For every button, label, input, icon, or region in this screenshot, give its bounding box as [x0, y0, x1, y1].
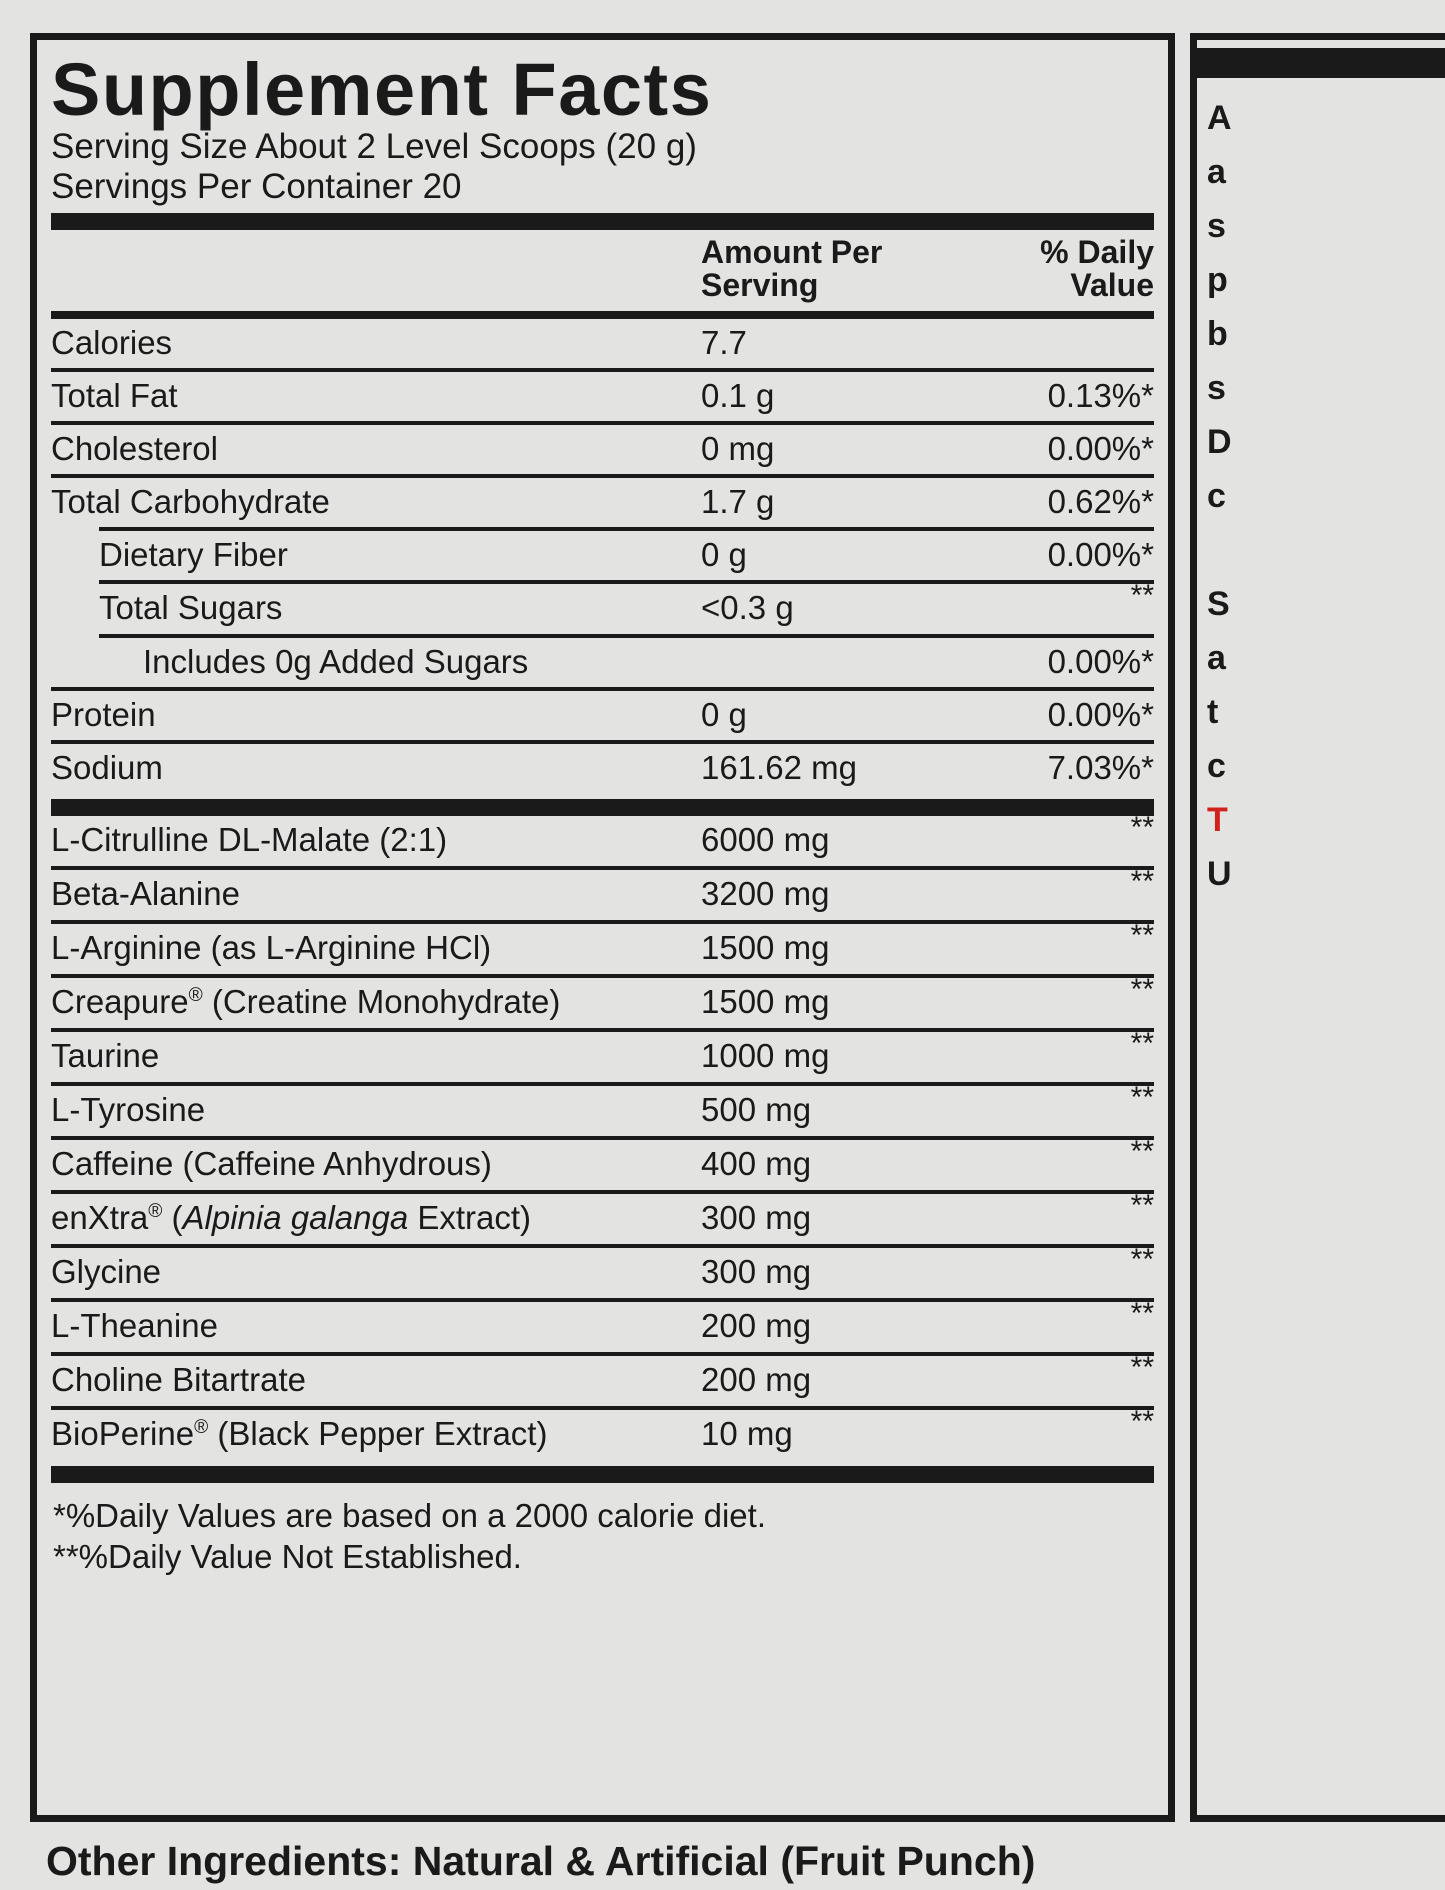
- column-header-daily-value: % Daily Value: [1040, 233, 1154, 304]
- adjacent-panel-line: s: [1207, 207, 1226, 245]
- table-row: [51, 1026, 1154, 1082]
- table-row: [51, 744, 1154, 793]
- row-label: enXtra® (Alpinia galanga Extract): [51, 1198, 532, 1236]
- row-amount: 3200 mg: [701, 874, 830, 912]
- table-row: [51, 1296, 1154, 1352]
- row-daily-value: **: [1130, 1404, 1154, 1438]
- table-row: [51, 638, 1154, 687]
- row-daily-value: **: [1130, 972, 1154, 1006]
- row-daily-value: **: [1130, 1242, 1154, 1276]
- row-daily-value: 0.13%*: [1047, 376, 1154, 414]
- footnote-daily-values: *%Daily Values are based on a 2000 calorie diet.: [53, 1496, 766, 1534]
- row-label: Calories: [51, 323, 173, 361]
- table-row: [51, 531, 1154, 580]
- row-amount: 1500 mg: [701, 928, 830, 966]
- row-label: Sodium: [51, 748, 163, 786]
- table-row: [51, 1134, 1154, 1190]
- adjacent-panel-line: S: [1207, 585, 1230, 623]
- row-daily-value: 0.00%*: [1047, 429, 1154, 467]
- row-label: Creapure® (Creatine Monohydrate): [51, 982, 561, 1020]
- row-amount: 0 g: [701, 535, 747, 573]
- adjacent-panel-header-bar: [1197, 48, 1445, 78]
- row-amount: 200 mg: [701, 1360, 812, 1398]
- row-daily-value: **: [1130, 1296, 1154, 1330]
- column-header-amount-per-serving: Amount Per Serving: [701, 233, 883, 304]
- row-label: Beta-Alanine: [51, 874, 240, 912]
- row-daily-value: **: [1130, 810, 1154, 844]
- row-amount: 6000 mg: [701, 820, 830, 858]
- row-amount: <0.3 g: [701, 588, 794, 626]
- other-ingredients-text: Other Ingredients: Natural & Artificial (Fruit Punch): [46, 1838, 1036, 1884]
- row-daily-value: 0.62%*: [1047, 482, 1154, 520]
- table-row: [51, 478, 1154, 527]
- row-amount: 200 mg: [701, 1306, 812, 1344]
- table-row: [51, 864, 1154, 920]
- row-label: Protein: [51, 695, 156, 733]
- table-row: [51, 425, 1154, 474]
- adjacent-panel-line: [1207, 902, 1445, 956]
- row-label: Caffeine (Caffeine Anhydrous): [51, 1144, 492, 1182]
- row-amount: 300 mg: [701, 1252, 812, 1290]
- row-label: Total Fat: [51, 376, 178, 414]
- table-column-headers: [51, 230, 1154, 311]
- footnotes-group: [51, 1483, 1154, 1578]
- registered-trademark-icon: ®: [194, 1416, 209, 1438]
- row-label: Glycine: [51, 1252, 162, 1290]
- row-label: Total Carbohydrate: [51, 482, 330, 520]
- row-daily-value: 7.03%*: [1047, 748, 1154, 786]
- page-title: Supplement Facts: [51, 48, 713, 131]
- table-row: [51, 691, 1154, 740]
- row-label: Includes 0g Added Sugars: [143, 642, 529, 680]
- adjacent-panel-line: t: [1207, 693, 1219, 731]
- row-label: L-Theanine: [51, 1306, 218, 1344]
- supplement-facts-panel: [30, 33, 1175, 1822]
- adjacent-panel-line: [1207, 524, 1445, 578]
- row-daily-value: **: [1130, 1134, 1154, 1168]
- row-amount: 0.1 g: [701, 376, 775, 414]
- row-label: L-Citrulline DL-Malate (2:1): [51, 820, 448, 858]
- row-amount: 1.7 g: [701, 482, 775, 520]
- row-amount: 7.7: [701, 323, 747, 361]
- row-daily-value: 0.00%*: [1047, 535, 1154, 573]
- row-daily-value: **: [1130, 578, 1154, 612]
- nutrition-rows-group: [51, 319, 1154, 793]
- row-amount: 161.62 mg: [701, 748, 857, 786]
- row-amount: 0 g: [701, 695, 747, 733]
- row-daily-value: **: [1130, 1350, 1154, 1384]
- row-amount: 400 mg: [701, 1144, 812, 1182]
- table-row: [51, 1404, 1154, 1460]
- row-daily-value: **: [1130, 1080, 1154, 1114]
- adjacent-panel-line: a: [1207, 153, 1226, 191]
- adjacent-panel-line: A: [1207, 99, 1232, 137]
- adjacent-panel-line: p: [1207, 261, 1228, 299]
- row-label: Choline Bitartrate: [51, 1360, 306, 1398]
- row-amount: 300 mg: [701, 1198, 812, 1236]
- footnote-not-established: **%Daily Value Not Established.: [53, 1538, 522, 1575]
- adjacent-panel-line: D: [1207, 423, 1232, 461]
- adjacent-panel-line: b: [1207, 315, 1228, 353]
- table-row: [51, 972, 1154, 1028]
- row-daily-value: **: [1130, 918, 1154, 952]
- row-label: L-Tyrosine: [51, 1090, 206, 1128]
- servings-per-container-text: Servings Per Container 20: [51, 167, 462, 207]
- row-label: Taurine: [51, 1036, 160, 1074]
- row-daily-value: **: [1130, 864, 1154, 898]
- adjacent-panel-line: c: [1207, 747, 1226, 785]
- row-amount: 0 mg: [701, 429, 775, 467]
- adjacent-panel-text-group: [1207, 92, 1445, 956]
- adjacent-panel-sliver: [1190, 33, 1445, 1822]
- adjacent-panel-line: T: [1207, 801, 1228, 839]
- table-row: [51, 372, 1154, 421]
- table-row: [51, 1350, 1154, 1406]
- row-label: L-Arginine (as L-Arginine HCl): [51, 928, 492, 966]
- registered-trademark-icon: ®: [188, 984, 203, 1006]
- row-label: Cholesterol: [51, 429, 218, 467]
- table-row: [51, 918, 1154, 974]
- adjacent-panel-line: a: [1207, 639, 1226, 677]
- ingredient-rows-group: [51, 810, 1154, 1460]
- row-label: Dietary Fiber: [99, 535, 288, 573]
- registered-trademark-icon: ®: [148, 1200, 163, 1222]
- table-row: [51, 1080, 1154, 1136]
- row-daily-value: **: [1130, 1026, 1154, 1060]
- divider-thick-bottom: [51, 1466, 1154, 1483]
- row-daily-value: 0.00%*: [1047, 642, 1154, 680]
- adjacent-panel-line: U: [1207, 855, 1232, 893]
- divider-below-headers: [51, 311, 1154, 319]
- row-label: Total Sugars: [99, 588, 283, 626]
- adjacent-panel-line: s: [1207, 369, 1226, 407]
- row-amount: 1000 mg: [701, 1036, 830, 1074]
- divider-thick-top: [51, 213, 1154, 230]
- table-row: [51, 1242, 1154, 1298]
- serving-size-text: Serving Size About 2 Level Scoops (20 g): [51, 127, 697, 167]
- row-amount: 1500 mg: [701, 982, 830, 1020]
- row-daily-value: 0.00%*: [1047, 695, 1154, 733]
- row-amount: 10 mg: [701, 1414, 793, 1452]
- row-amount: 500 mg: [701, 1090, 812, 1128]
- table-row: [51, 1188, 1154, 1244]
- adjacent-panel-line: c: [1207, 477, 1226, 515]
- table-row: [51, 319, 1154, 368]
- row-daily-value: **: [1130, 1188, 1154, 1222]
- row-label: BioPerine® (Black Pepper Extract): [51, 1414, 548, 1452]
- table-row: [51, 578, 1154, 634]
- table-row: [51, 810, 1154, 866]
